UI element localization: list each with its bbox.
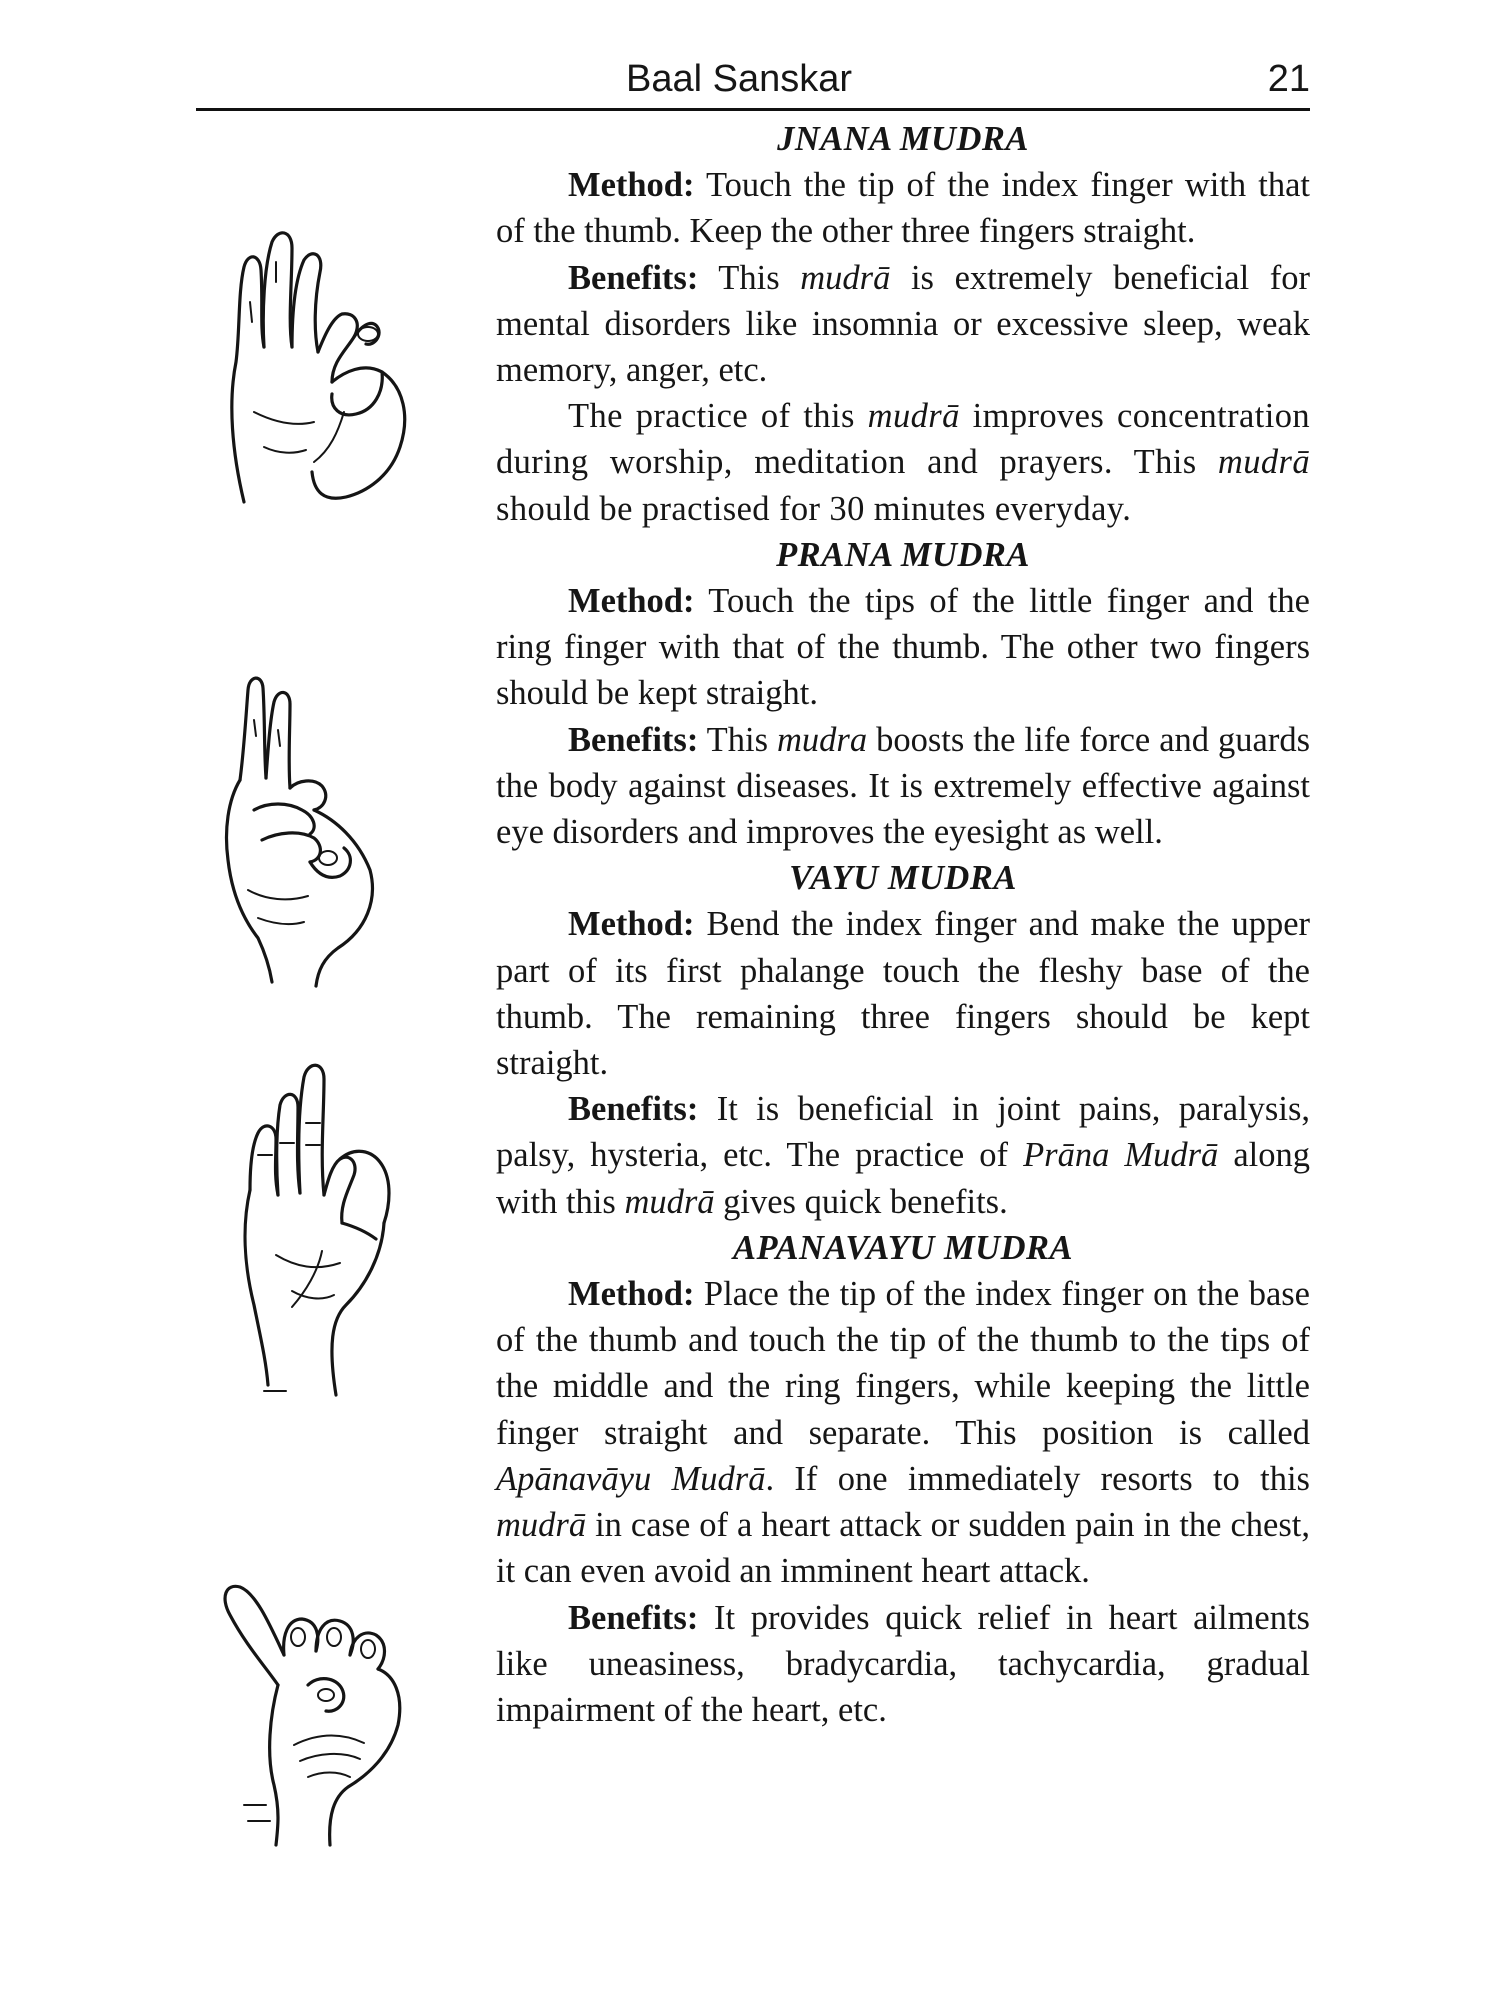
section-apanavayu-mudra bbox=[496, 1225, 1310, 1733]
method-paragraph bbox=[496, 1271, 1310, 1594]
benefits-italic-2: mudrā bbox=[624, 1182, 715, 1221]
benefits-label: Benefits: bbox=[568, 720, 699, 759]
benefits-paragraph bbox=[496, 717, 1310, 856]
page-header bbox=[196, 52, 1310, 108]
section-jnana-mudra bbox=[496, 116, 1310, 532]
apanavayu-mudra-hand-illustration bbox=[218, 1565, 423, 1850]
practice-text: The practice of this bbox=[568, 397, 868, 436]
method-text: Place the tip of the index finger on the base of the thumb and touch the tip of the thumb to the tips of the middle and the ring fingers, while keeping the little finger straight and separate. This position is called bbox=[496, 1275, 1310, 1452]
header-rule bbox=[196, 108, 1310, 111]
jnana-mudra-hand-illustration bbox=[214, 222, 424, 522]
benefits-paragraph bbox=[496, 255, 1310, 394]
practice-paragraph bbox=[496, 393, 1310, 532]
method-text: Touch the tip of the index finger with that of the thumb. Keep the other three fingers straight. bbox=[496, 166, 1310, 251]
benefits-italic: mudrā bbox=[800, 258, 891, 297]
benefits-label: Benefits: bbox=[568, 258, 699, 297]
method-label: Method: bbox=[568, 582, 695, 621]
benefits-label: Benefits: bbox=[568, 1090, 699, 1129]
method-text: Bend the index finger and make the upper part of its first phalange touch the fleshy base of the thumb. The remaining three fingers should be kept straight. bbox=[496, 905, 1310, 1083]
section-title: VAYU MUDRA bbox=[789, 859, 1017, 898]
vayu-mudra-hand-illustration bbox=[236, 1055, 421, 1400]
benefits-text: This bbox=[698, 258, 801, 297]
benefits-text: This bbox=[698, 720, 778, 759]
benefits-text-end: is extremely beneficial for mental disorders like insomnia or excessive sleep, weak memory, anger, etc. bbox=[496, 258, 1310, 390]
method-paragraph bbox=[496, 901, 1310, 1086]
section-prana-mudra bbox=[496, 532, 1310, 855]
book-title: Baal Sanskar bbox=[626, 58, 853, 100]
page-number: 21 bbox=[1267, 58, 1310, 100]
method-text-end: in case of a heart attack or sudden pain in the chest, it can even avoid an imminent heart attack. bbox=[496, 1506, 1310, 1591]
benefits-italic: mudra bbox=[777, 720, 868, 759]
practice-text-end: should be practised for 30 minutes everyday. bbox=[496, 489, 1132, 528]
benefits-text-middle: along with this bbox=[496, 1136, 1310, 1221]
section-title: JNANA MUDRA bbox=[777, 120, 1029, 158]
practice-italic: mudrā bbox=[867, 397, 960, 436]
method-italic-2: mudrā bbox=[496, 1506, 587, 1545]
method-paragraph bbox=[496, 162, 1310, 254]
section-vayu-mudra bbox=[496, 855, 1310, 1225]
section-title: APANAVAYU MUDRA bbox=[732, 1228, 1074, 1267]
practice-italic-2: mudrā bbox=[1217, 443, 1310, 482]
method-text: Touch the tips of the little finger and the ring finger with that of the thumb. The other two fingers should be kept straight. bbox=[496, 582, 1310, 713]
benefits-text: It provides quick relief in heart ailments like uneasiness, bradycardia, tachycardia, gradual impairment of the heart, etc. bbox=[496, 1598, 1310, 1729]
benefits-italic: Prāna Mudrā bbox=[1023, 1136, 1219, 1175]
method-label: Method: bbox=[568, 166, 695, 205]
section-title: PRANA MUDRA bbox=[776, 535, 1030, 574]
method-label: Method: bbox=[568, 1275, 695, 1314]
benefits-paragraph bbox=[496, 1595, 1310, 1734]
benefits-label: Benefits: bbox=[568, 1598, 699, 1637]
method-italic: Apānavāyu Mudrā bbox=[496, 1459, 766, 1498]
method-label: Method: bbox=[568, 905, 695, 944]
text-column bbox=[496, 116, 1310, 1733]
benefits-text-end: gives quick benefits. bbox=[714, 1182, 1008, 1221]
prana-mudra-hand-illustration bbox=[218, 670, 393, 990]
method-paragraph bbox=[496, 578, 1310, 717]
method-text-middle: . If one immediately resorts to this bbox=[765, 1459, 1310, 1498]
practice-text-middle: improves concentration during worship, meditation and prayers. This bbox=[496, 397, 1310, 482]
benefits-text: It is beneficial in joint pains, paralysis, palsy, hysteria, etc. The practice of bbox=[496, 1090, 1310, 1175]
benefits-paragraph bbox=[496, 1086, 1310, 1225]
benefits-text-end: boosts the life force and guards the body against diseases. It is extremely effective against eye disorders and improves the eyesight as well. bbox=[496, 720, 1311, 852]
